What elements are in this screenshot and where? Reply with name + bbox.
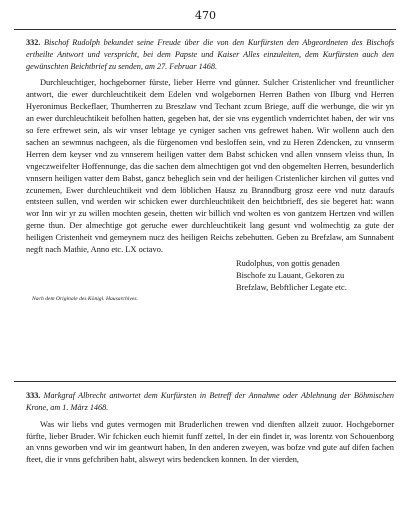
entry-332-heading <box>26 37 394 72</box>
entry-332-heading-text: Bischof Rudolph bekundet seine Freude über die von den Kurfürsten den Abgeordneten des Bischofs ertheilte Antwort und verspricht, bei dem Papste und Kaiser Alles einzuleiten, dem Kurfürsten auch den gewünschten Beichtbrief zu senden, am 27. Februar 1468. <box>26 38 395 71</box>
signature-line-2: Bischofe zu Lauant, Gekoren zu <box>236 270 345 280</box>
entry-333-number: 333. <box>26 391 41 400</box>
entry-332-signature <box>236 258 394 294</box>
signature-line-1: Rudolphus, von gottis genaden <box>236 258 340 268</box>
entry-332-paragraph: Durchleuchtiger, hochgeborner fürste, lieber Herre vnd günner. Sulcher Cristenlicher vnd freuntlicher antwort, die ewer durchleuchtikeit dem Edelen vnd wolgebornen Herren Bathen von Ilburg vnd Herren Hyeronimus Beckeflaer, Thumherren zu Breszlaw vnd Techant zcum Briege, auff die werbunge, die wir yn an ewer durchleuchtikeit befolhen hatten, gegeben hat, der sie vns eygentlich vnderrichtet haben, der wir vns so fere erfrewet sein, als wir vnser lebtage ye cyniger sachen vns gefrewet haben. Wir wollenn auch den sachen an sewmnus nachgeen, als die fürgenomen vnd besloffen sein, vnd zu Heren Zdencken, zu vnnserm Herren dem keyser vnd zu vnnserem heiligen vatter dem Babst schicken vnd allen vnnsern vleiss thun, In vngeczweifelter Hoffennunge, das die sachen dem almechtigen got vnd den obgemelten Herren, besunderlich vnnsern heiligen vatter dem Babst, gancz beheglich sein vnd der heiligen Cristenlicher kirchen vil guttes vnd zcunemen, Ewer durchleuchtikeit vnd dem löblichen Hausz zu Branndburg grosz eere vnd nutz daraufs entsteen sullen, vnd werden wir schicken ewer durchleuchtikeit den beichtbrieff, des sie begeret hat: wann wor Inn wir yr zu willen mochten gesein, thetten wir billich vnd wolten es von gantzem Hertzen vnd willen gerne thun. Der almechtige got geruche ewer durchleuchtikeit lang gesunt vnd wolmechtig za gute der heiligen Cristenheit vnd gemeynem nucz des heiligen Reichs zebehutten. Geben zu Brefzlaw, am Sunnabent negft nach Mathie, Anno etc. LX octavo. <box>26 78 394 255</box>
entry-333-paragraph: Was wir liebs vnd gutes vermogen mit Bruderlichen trewen vnd dienften allzeit zuuor. Hochgeborner fürfte, lieber Bruder. Wir fchicken euch hiemit funff zettel, In der ein findet ir, was lorentz von Schouenborg an vnns geworben vnd wir im geantwurt haben, In den anderen zweyen, was bofze vnd gute auf difen fachen fteet, die ir vnns gefchriben habt, alsweyt wirs bedencken konnen. In der vierden, <box>26 419 394 465</box>
signature-line-3: Brefzlaw, Bebftlicher Legate etc. <box>236 282 347 292</box>
entry-333-heading-text: Markgraf Albrecht antwortet dem Kurfürsten in Betreff der Annahme oder Ablehnung der Böhmischen Krone, am 1. März 1468. <box>26 391 395 412</box>
entry-332 <box>26 37 394 302</box>
top-rule <box>14 29 396 30</box>
entry-333-body <box>26 419 394 467</box>
entry-333-heading <box>26 390 394 414</box>
entry-333 <box>26 390 394 466</box>
entry-332-source-note: Nach dem Originale des Königl. Hausarchives. <box>32 295 138 302</box>
entry-332-body <box>26 77 394 256</box>
page-number: 470 <box>195 9 216 22</box>
entry-332-number: 332. <box>26 38 41 47</box>
section-rule <box>14 381 396 382</box>
